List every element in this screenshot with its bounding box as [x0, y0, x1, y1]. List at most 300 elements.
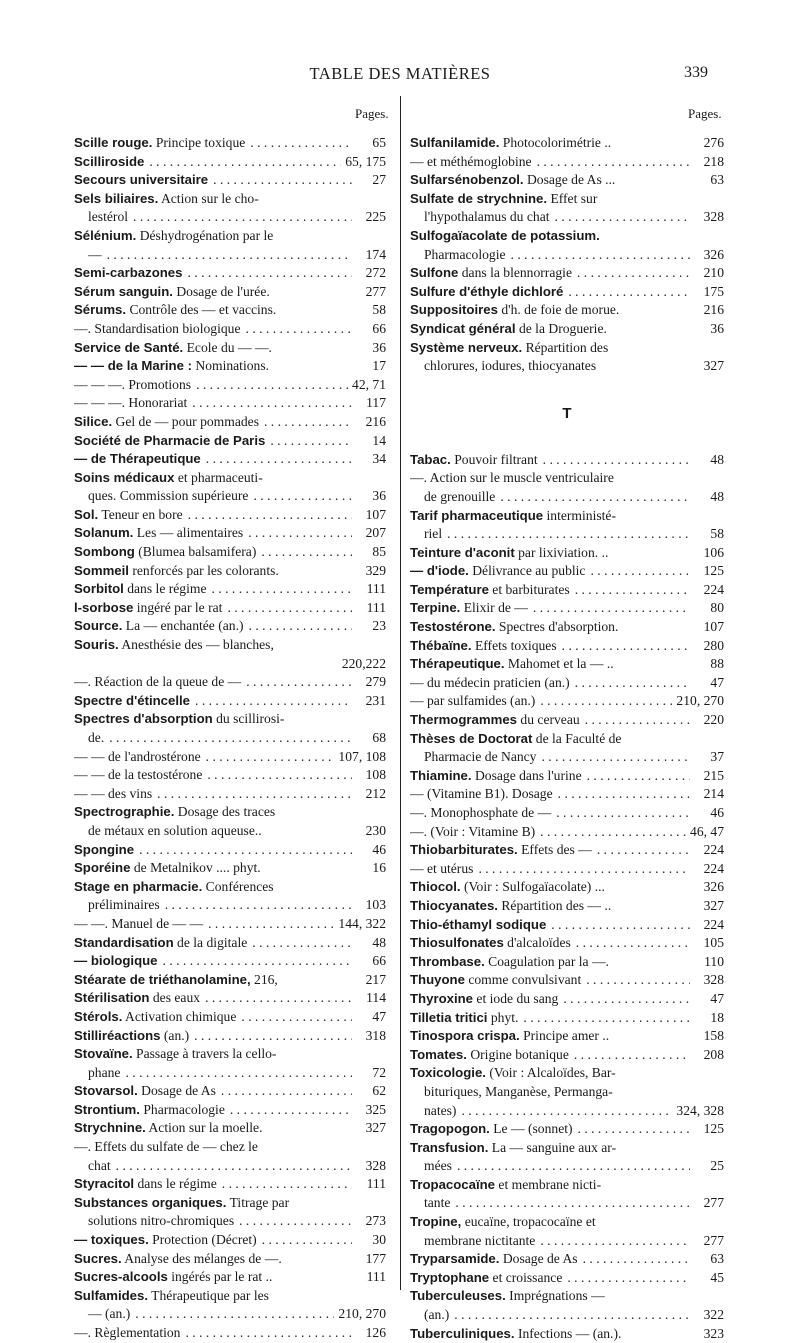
index-entry-description: eucaïne, tropacocaïne et	[461, 1214, 596, 1230]
index-entry-keyword: Thuyone	[410, 972, 465, 988]
index-entry-text	[74, 692, 352, 711]
index-entry-description: —. Standardisation biologique	[74, 320, 241, 336]
index-entry-page: 324, 328	[676, 1102, 724, 1118]
index-entry-page: 230	[365, 822, 386, 838]
index-entry-description: Effets des —	[517, 842, 592, 858]
index-entry-description: comme convulsivant	[464, 972, 582, 988]
index-entry-keyword: Sulfarsénobenzol.	[410, 172, 524, 188]
index-entry	[74, 320, 386, 339]
index-entry-page: 46	[710, 805, 724, 820]
index-entry-text	[410, 1269, 690, 1288]
index-entry-keyword: Thiocol.	[410, 879, 461, 895]
index-entry	[74, 599, 386, 618]
index-entry-text	[74, 524, 352, 543]
index-entry-description: et barbiturates	[488, 581, 570, 597]
index-entry-text	[410, 916, 690, 935]
index-entry-keyword: Sulfanilamide.	[410, 135, 500, 150]
index-entry-page: 322	[703, 1307, 724, 1323]
index-entry-description: renforcés par les colorants.	[128, 562, 279, 578]
index-entry-description: de.	[88, 730, 105, 745]
index-entry	[74, 1231, 386, 1250]
index-entry-description: Dosage de As	[499, 1251, 578, 1267]
index-entry-description: Pharmacie de Nancy	[424, 749, 537, 765]
index-entry	[410, 655, 724, 674]
index-entry	[410, 1287, 724, 1306]
index-entry-keyword: Sels biliaires.	[74, 190, 159, 206]
index-entry-description: Dosage de As ...	[523, 172, 616, 188]
index-entry-page: 45	[710, 1269, 724, 1285]
index-entry-page: 328	[703, 209, 724, 225]
index-entry-description: Elixir de —	[460, 600, 528, 616]
index-entry-description: — et utérus	[410, 860, 474, 876]
index-entry-page: 175	[703, 283, 724, 299]
index-entry-text	[74, 543, 352, 562]
index-entry-keyword: Stilliréactions	[74, 1027, 161, 1043]
index-entry-text	[410, 1064, 690, 1083]
index-entry	[74, 1212, 386, 1231]
index-entry-text	[410, 246, 690, 265]
index-entry-description: Dosage de As	[137, 1083, 216, 1099]
index-entry-page: 210	[703, 265, 724, 281]
index-entry	[74, 934, 386, 953]
index-entry-text	[410, 153, 690, 172]
left-column-pages-heading: Pages.	[355, 106, 389, 121]
index-entry	[74, 394, 386, 413]
index-entry-keyword: Sérum sanguin.	[74, 283, 173, 299]
index-entry	[410, 841, 724, 860]
index-entry-description: Principe toxique	[152, 135, 246, 150]
index-entry-keyword: Stéarate de triéthanolamine,	[74, 971, 251, 987]
index-entry	[410, 171, 724, 190]
index-entry-keyword: Sucres-alcools	[74, 1269, 168, 1285]
index-entry-description: des eaux	[149, 990, 201, 1006]
index-entry	[410, 320, 724, 339]
index-entry-page: 326	[703, 879, 724, 895]
index-entry	[74, 748, 386, 767]
index-entry-description: dans la blennorragie	[458, 265, 572, 281]
index-entry	[74, 487, 386, 506]
index-entry-description: (Voir : Sulfogaïacolate) ...	[460, 879, 605, 895]
index-entry-text	[410, 599, 690, 618]
index-entry-keyword: Solanum.	[74, 525, 134, 541]
index-entry-description: Spectres d'absorption.	[495, 619, 619, 635]
index-entry	[410, 860, 724, 879]
index-entry-text	[410, 655, 690, 674]
index-entry-description: interministé-	[543, 507, 616, 523]
index-entry-page: 125	[703, 563, 724, 579]
index-entry-description: Analyse des mélanges de —.	[121, 1250, 282, 1266]
index-entry-text	[410, 934, 690, 953]
index-entry-page: 27	[372, 172, 386, 188]
index-entry-description: dans le régime	[123, 581, 207, 597]
index-entry-text	[74, 599, 352, 618]
index-entry-page: 66	[372, 320, 386, 336]
index-entry-page: 62	[372, 1083, 386, 1099]
index-entry-text	[410, 692, 672, 711]
index-entry-text	[74, 487, 352, 506]
index-entry-text	[410, 897, 690, 916]
index-entry	[410, 785, 724, 804]
index-entry	[410, 1102, 724, 1121]
index-entry-page: 277	[365, 283, 386, 299]
index-entry-description: 216,	[250, 971, 278, 987]
index-entry-description: Déshydrogénation par le	[136, 227, 274, 243]
index-entry-page: 47	[710, 674, 724, 690]
index-entry-description: Répartition des	[522, 339, 609, 355]
index-entry-keyword: Spectres d'absorption	[74, 711, 213, 727]
index-entry-text	[74, 134, 352, 153]
index-entry-text	[410, 134, 690, 153]
index-entry	[74, 915, 386, 934]
index-entry-text	[410, 804, 690, 823]
index-entry-keyword: Syndicat général	[410, 320, 516, 336]
index-entry-description: Pouvoir filtrant	[450, 451, 538, 467]
left-index-column	[74, 134, 386, 1343]
index-entry	[74, 785, 386, 804]
index-entry-text	[74, 190, 352, 209]
index-entry	[410, 1213, 724, 1232]
index-entry-page: 214	[703, 786, 724, 802]
index-entry-text	[410, 301, 690, 320]
index-entry-keyword: Système nerveux.	[410, 339, 523, 355]
index-entry	[74, 841, 386, 860]
index-entry-text	[410, 227, 690, 246]
index-entry-keyword: Thébaïne.	[410, 637, 472, 653]
index-entry-text	[410, 878, 690, 897]
index-entry-text	[410, 562, 690, 581]
index-entry-text	[74, 766, 352, 785]
index-entry-description: Photocolorimétrie ..	[499, 135, 612, 150]
index-entry-description: Pharmacologie	[424, 246, 506, 262]
index-entry-text	[410, 1194, 690, 1213]
index-entry	[410, 618, 724, 637]
index-entry-description: Nominations.	[191, 358, 270, 374]
index-entry-text	[410, 283, 690, 302]
index-entry-text	[74, 562, 352, 581]
index-entry	[410, 562, 724, 581]
index-entry-text	[410, 339, 690, 358]
index-entry-keyword: Tryptophane	[410, 1269, 490, 1285]
index-entry-keyword: Strychnine.	[74, 1120, 146, 1136]
index-entry	[410, 507, 724, 526]
index-entry-page: 30	[372, 1232, 386, 1248]
index-entry-page: 220,222	[341, 655, 386, 671]
index-entry	[410, 1194, 724, 1213]
index-entry-keyword: Sélénium.	[74, 227, 137, 243]
index-entry-page: 66	[372, 953, 386, 969]
index-entry-text	[74, 878, 352, 897]
index-entry-page: 65	[372, 135, 386, 150]
index-entry-description: —. (Voir : Vitamine B)	[410, 823, 536, 839]
index-entry-text	[410, 748, 690, 767]
index-entry-description: Coagulation par la —.	[484, 953, 609, 969]
index-entry-keyword: Stage en pharmacie.	[74, 878, 203, 894]
index-entry-keyword: Tropine,	[410, 1214, 462, 1230]
index-entry-page: 85	[372, 544, 386, 560]
running-header-title: TABLE DES MATIÈRES	[309, 64, 491, 83]
index-entry-keyword: Tuberculiniques.	[410, 1325, 515, 1341]
index-entry-keyword: Thiosulfonates	[410, 935, 504, 951]
index-entry	[410, 1027, 724, 1046]
index-entry-page: 80	[710, 600, 724, 616]
index-entry	[410, 1139, 724, 1158]
index-entry-text	[74, 469, 352, 488]
index-entry-text	[410, 1027, 690, 1046]
index-entry	[74, 227, 386, 246]
index-entry-text	[410, 990, 690, 1009]
index-entry-description: — par sulfamides (an.)	[410, 693, 536, 709]
index-entry-text	[74, 227, 352, 246]
index-entry-text	[74, 376, 348, 395]
index-entry-page: 177	[365, 1250, 386, 1266]
index-entry-keyword: Toxicologie.	[410, 1065, 486, 1081]
index-entry-page: 88	[710, 656, 724, 672]
index-entry	[74, 246, 386, 265]
index-entry	[410, 1157, 724, 1176]
index-entry-description: Mahomet et la — ..	[504, 656, 614, 672]
index-entry-page: 216	[703, 302, 724, 318]
index-entry-page: 327	[365, 1120, 386, 1136]
index-entry-text	[74, 952, 352, 971]
index-entry-keyword: Sommeil	[74, 562, 129, 578]
index-entry-keyword: Thrombase.	[410, 953, 485, 969]
index-entry-description: d'h. de foie de morue.	[497, 302, 620, 318]
index-entry-page: 329	[365, 562, 386, 578]
index-entry-keyword: Stovarsol.	[74, 1083, 138, 1099]
index-entry	[74, 1157, 386, 1176]
index-entry	[74, 673, 386, 692]
index-entry-text	[410, 190, 690, 209]
index-entry-page: 105	[703, 935, 724, 951]
index-entry-text	[74, 394, 352, 413]
index-entry-description: ques. Commission supérieure	[88, 488, 249, 504]
index-entry-keyword: Suppositoires	[410, 302, 498, 318]
index-entry-text	[410, 1232, 690, 1251]
index-entry-page: 114	[366, 990, 386, 1006]
index-entry-text	[410, 1083, 690, 1102]
index-entry	[74, 896, 386, 915]
index-entry-page: 65, 175	[345, 153, 386, 169]
index-entry-description: Dosage dans l'urine	[471, 767, 582, 783]
index-entry-page: 207	[365, 525, 386, 541]
index-entry-description: Ecole du — —.	[183, 339, 272, 355]
index-entry-keyword: — toxiques.	[74, 1232, 149, 1248]
section-letter-heading: T	[562, 404, 572, 422]
index-entry-page: 16	[372, 860, 386, 876]
index-entry-page: 47	[710, 990, 724, 1006]
index-entry-description: de la Faculté de	[532, 730, 622, 746]
index-entry-description: lestérol	[88, 209, 129, 225]
index-entry-keyword: Sucres.	[74, 1250, 122, 1266]
index-entry-description: — — de la testostérone	[74, 767, 203, 783]
index-entry-text	[410, 841, 690, 860]
index-entry	[74, 450, 386, 469]
index-entry-page: 326	[703, 246, 724, 262]
index-entry-description: chat	[88, 1157, 111, 1173]
index-entry-text	[74, 301, 352, 320]
index-entry-text	[74, 171, 352, 190]
index-entry	[74, 710, 386, 729]
index-entry-keyword: Tabac.	[410, 451, 451, 467]
index-entry-text	[410, 208, 690, 227]
index-entry-page: 48	[372, 934, 386, 950]
index-entry-page: 208	[703, 1046, 724, 1062]
index-entry-description: Principe amer ..	[519, 1028, 610, 1044]
index-entry-description: —. Réaction de la queue de —	[74, 674, 242, 690]
index-entry-page: 46	[372, 841, 386, 857]
index-entry-page: 323	[703, 1325, 724, 1341]
index-entry-page: 325	[365, 1101, 386, 1117]
index-entry-text	[74, 617, 352, 636]
index-entry-description: — — —. Honorariat	[74, 395, 188, 411]
index-entry	[410, 581, 724, 600]
index-entry-description: Anesthésie des — blanches,	[118, 637, 274, 653]
index-entry-description: et iode du sang	[473, 990, 559, 1006]
index-entry-description: (an.)	[160, 1027, 190, 1043]
index-entry	[74, 1194, 386, 1213]
index-entry	[410, 1232, 724, 1251]
index-entry-description: Origine botanique	[466, 1046, 569, 1062]
index-entry-description: et pharmaceuti-	[174, 469, 263, 485]
index-entry	[410, 451, 724, 470]
index-entry-text	[410, 171, 690, 190]
index-entry	[410, 339, 724, 358]
index-entry	[74, 655, 386, 674]
index-entry-text	[410, 971, 690, 990]
column-divider	[400, 96, 401, 1290]
index-entry-description: membrane nictitante	[424, 1232, 536, 1248]
index-entry-text	[74, 357, 352, 376]
index-entry-keyword: Société de Pharmacie de Paris	[74, 432, 266, 448]
index-entry-description: La — enchantée (an.)	[122, 618, 244, 634]
index-entry-page: 46, 47	[690, 823, 724, 839]
index-entry-keyword: Standardisation	[74, 934, 174, 950]
index-entry-keyword: Tinospora crispa.	[410, 1028, 520, 1044]
index-entry	[74, 1138, 386, 1157]
index-entry-keyword: Thiamine.	[410, 767, 472, 783]
index-entry-text	[410, 618, 690, 637]
index-entry-keyword: — de Thérapeutique	[74, 451, 201, 467]
index-entry-description: de métaux en solution aqueuse..	[88, 822, 262, 838]
index-entry-description: —. Action sur le muscle ventriculaire	[410, 470, 614, 486]
index-entry-page: 48	[710, 488, 724, 504]
index-entry-page: 125	[703, 1121, 724, 1137]
index-entry	[410, 637, 724, 656]
index-entry-page: 47	[372, 1008, 386, 1024]
index-entry	[410, 283, 724, 302]
index-entry-page: 217	[365, 971, 386, 987]
index-entry	[410, 301, 724, 320]
index-entry	[74, 822, 386, 841]
index-entry	[410, 1064, 724, 1083]
index-entry	[410, 1009, 724, 1028]
index-entry-page: 68	[372, 730, 386, 745]
index-entry-description: Conférences	[202, 878, 274, 894]
index-entry-description: et croissance	[489, 1269, 563, 1285]
index-entry-description: Imprégnations —	[505, 1288, 605, 1304]
index-entry	[410, 190, 724, 209]
index-entry-description: ingérés par le rat ..	[167, 1269, 273, 1285]
index-entry	[410, 823, 724, 842]
index-entry	[74, 283, 386, 302]
index-entry-description: Passage à travers la cello-	[132, 1046, 277, 1062]
index-entry-keyword: Sulfone	[410, 265, 459, 281]
index-entry	[74, 171, 386, 190]
index-entry	[410, 153, 724, 172]
index-entry-keyword: Tragopogon.	[410, 1121, 490, 1137]
index-entry	[410, 897, 724, 916]
index-entry	[74, 357, 386, 376]
index-entry	[74, 859, 386, 878]
index-entry	[410, 1269, 724, 1288]
index-entry-page: 210, 270	[676, 693, 724, 709]
index-entry-page: 276	[703, 135, 724, 150]
index-entry-text	[410, 1009, 690, 1028]
index-entry-description: par lixiviation. ..	[514, 544, 609, 560]
index-entry-page: 277	[703, 1232, 724, 1248]
index-entry	[74, 729, 386, 748]
index-entry-text	[74, 506, 352, 525]
index-entry-description: — — des vins	[74, 785, 153, 801]
index-entry-description: (an.)	[424, 1307, 450, 1323]
index-entry-keyword: Tilletia tritici	[410, 1009, 488, 1025]
index-entry-text	[74, 1101, 352, 1120]
index-entry-text	[74, 1119, 352, 1138]
index-entry-text	[74, 1305, 334, 1324]
index-entry-description: Effet sur	[547, 190, 598, 206]
index-entry	[74, 636, 386, 655]
index-entry-text	[74, 1212, 352, 1231]
index-entry	[74, 134, 386, 153]
index-entry-keyword: Sorbitol	[74, 581, 124, 597]
index-entry-description: Dosage de l'urée.	[172, 283, 270, 299]
index-entry-description: l'hypothalamus du chat	[424, 209, 550, 225]
index-entry	[410, 264, 724, 283]
index-entry	[410, 246, 724, 265]
index-entry	[74, 617, 386, 636]
index-entry-description: Infections — (an.).	[514, 1325, 622, 1341]
index-entry	[410, 916, 724, 935]
index-entry-text	[410, 320, 690, 339]
index-entry-text	[74, 841, 352, 860]
index-entry-description: préliminaires	[88, 897, 160, 913]
index-entry-description: La — sanguine aux ar-	[488, 1139, 617, 1155]
index-entry-text	[74, 636, 352, 655]
index-entry-text	[74, 1194, 352, 1213]
index-entry-text	[74, 1324, 352, 1343]
index-entry	[74, 208, 386, 227]
index-entry-page: 48	[710, 451, 724, 467]
index-entry-page: 158	[703, 1028, 724, 1044]
index-entry	[74, 1008, 386, 1027]
index-entry-keyword: Styracitol	[74, 1176, 135, 1192]
index-entry-text	[410, 1139, 690, 1158]
index-entry-page: 212	[365, 785, 386, 801]
index-entry-text	[74, 208, 352, 227]
index-entry-keyword: Semi-carbazones	[74, 265, 183, 281]
index-entry	[74, 339, 386, 358]
index-entry-page: 117	[366, 395, 386, 411]
index-entry-description: de la digitale	[173, 934, 248, 950]
index-entry-page: 23	[372, 618, 386, 634]
index-entry-text	[74, 915, 334, 934]
index-entry-text	[410, 1287, 690, 1306]
index-entry	[410, 804, 724, 823]
index-entry-description: de la Droguerie.	[515, 320, 607, 336]
index-entry	[410, 971, 724, 990]
index-entry-page: 144, 322	[338, 915, 386, 931]
index-entry	[74, 301, 386, 320]
